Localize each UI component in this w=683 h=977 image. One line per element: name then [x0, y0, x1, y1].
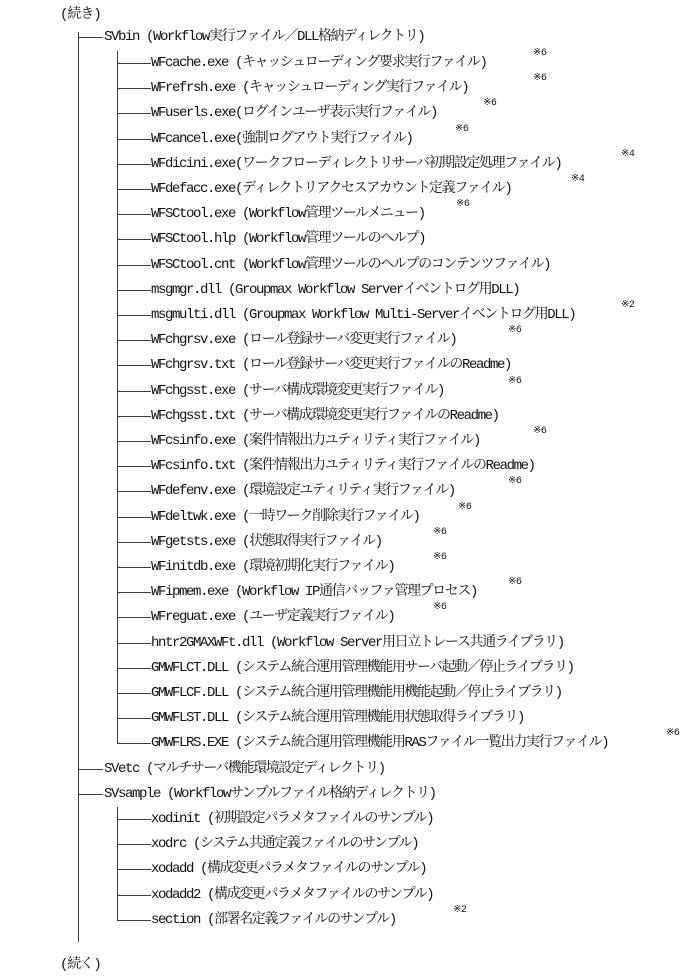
connector-line [117, 491, 151, 492]
directory-label: SVbin (Workflow実行ファイル／DLL格納ディレクトリ) [104, 29, 425, 45]
connector-line [117, 895, 151, 896]
connector-line [117, 542, 151, 543]
file-label: WFchgsst.exe (サーバ構成環境変更実行ファイル) [151, 382, 445, 399]
connector-line [117, 214, 151, 215]
file-label: WFdefacc.exe(ディレクトリアクセスアカウント定義ファイル) [151, 181, 512, 197]
file-label: WFrefrsh.exe (キャッシュローディング実行ファイル) [151, 80, 469, 97]
file-label: xodinit (初期設定パラメタファイルのサンプル) [151, 811, 434, 827]
connector-line [78, 794, 103, 795]
footnote-mark: ※6 [483, 98, 497, 110]
connector-line [117, 844, 151, 845]
directory-label: SVsample (Workflowサンプルファイル格納ディレクトリ) [104, 785, 436, 802]
file-label: WFreguat.exe (ユーザ定義実行ファイル) [151, 609, 395, 626]
continued-from-label: (続き) [60, 7, 101, 23]
connector-line [117, 643, 151, 644]
file-label: WFgetsts.exe (状態取得実行ファイル) [151, 533, 382, 550]
connector-line [117, 164, 151, 165]
file-label: WFchgsst.txt (サーバ構成環境変更実行ファイルのReadme) [151, 407, 499, 424]
connector-line [117, 265, 151, 266]
continued-to-label: (続く) [60, 957, 101, 973]
connector-line [117, 567, 151, 568]
file-label: WFSCtool.hlp (Workflow管理ツールのヘルプ) [151, 231, 426, 248]
file-label: WFipmem.exe (Workflow IP通信バッファ管理プロセス) [151, 584, 477, 601]
file-label: WFcsinfo.exe (案件情報出力ユティリティ実行ファイル) [151, 433, 481, 449]
connector-line [117, 869, 151, 870]
footnote-mark: ※6 [433, 552, 447, 563]
footnote-mark: ※6 [508, 325, 522, 337]
svbin-branch-line [117, 51, 118, 744]
connector-line [117, 819, 151, 820]
file-label: WFcancel.exe(強制ログアウト実行ファイル) [151, 130, 413, 147]
footnote-mark: ※2 [621, 300, 635, 311]
connector-line [117, 315, 151, 316]
connector-line [117, 365, 151, 366]
footnote-mark: ※2 [453, 904, 467, 916]
connector-line [117, 290, 151, 291]
connector-line [78, 769, 103, 770]
connector-line [117, 88, 151, 89]
footnote-mark: ※6 [666, 728, 680, 740]
connector-line [117, 920, 151, 921]
svsample-branch-line [117, 807, 118, 920]
connector-line [117, 743, 151, 744]
connector-line [117, 416, 151, 417]
file-label: GMWFLCT.DLL (システム統合運用管理機能用サーバ起動／停止ライブラリ) [151, 659, 574, 676]
footnote-mark: ※6 [458, 501, 472, 513]
file-label: GMWFLCF.DLL (システム統合運用管理機能用機能起動／停止ライブラリ) [151, 685, 562, 701]
file-label: msgmgr.dll (Groupmax Workflow Serverイベントログ用DLL) [151, 281, 520, 298]
file-label: WFuserls.exe(ログインユーザ表示実行ファイル) [151, 105, 438, 122]
connector-line [117, 668, 151, 669]
file-label: section (部署名定義ファイルのサンプル) [151, 911, 396, 928]
connector-line [117, 441, 151, 442]
file-label: WFcache.exe (キャッシュローディング要求実行ファイル) [151, 55, 487, 71]
file-label: WFcsinfo.txt (案件情報出力ユティリティ実行ファイルのReadme) [151, 458, 535, 475]
connector-line [78, 37, 103, 38]
footnote-mark: ※6 [433, 526, 447, 538]
connector-line [117, 617, 151, 618]
connector-line [117, 139, 151, 140]
directory-label: SVetc (マルチサーバ機能環境設定ディレクトリ) [104, 760, 385, 777]
file-label: WFdicini.exe(ワークフローディレクトリサーバ初期設定処理ファイル) [151, 155, 562, 172]
footnote-mark: ※6 [508, 476, 522, 488]
footnote-mark: ※6 [533, 73, 547, 85]
file-label: WFdefenv.exe (環境設定ユティリティ実行ファイル) [151, 483, 455, 500]
file-label: WFinitdb.exe (環境初期化実行ファイル) [151, 559, 395, 575]
file-label: WFdeltwk.exe (一時ワーク削除実行ファイル) [151, 508, 420, 525]
footnote-mark: ※4 [621, 148, 635, 160]
file-label: GMWFLST.DLL (システム統合運用管理機能用状態取得ライブラリ) [151, 710, 524, 727]
file-label: xodadd (構成変更パラメタファイルのサンプル) [151, 861, 427, 878]
connector-line [117, 391, 151, 392]
file-label: hntr2GMAXWFt.dll (Workflow Server用日立トレース共通ライブラリ) [151, 634, 564, 651]
footnote-mark: ※4 [571, 174, 585, 185]
tree-trunk-line [78, 32, 79, 942]
footnote-mark: ※6 [433, 602, 447, 614]
footnote-mark: ※6 [508, 375, 522, 387]
footnote-mark: ※6 [508, 577, 522, 589]
connector-line [117, 189, 151, 190]
connector-line [117, 113, 151, 114]
footnote-mark: ※6 [533, 48, 547, 59]
connector-line [117, 592, 151, 593]
connector-line [117, 466, 151, 467]
footnote-mark: ※6 [533, 426, 547, 437]
file-label: WFSCtool.cnt (Workflow管理ツールのヘルプのコンテンツファイル) [151, 256, 551, 273]
file-label: WFchgrsv.exe (ロール登録サーバ変更実行ファイル) [151, 332, 457, 349]
connector-line [117, 718, 151, 719]
file-label: WFchgrsv.txt (ロール登録サーバ変更実行ファイルのReadme) [151, 357, 511, 374]
footnote-mark: ※6 [455, 123, 469, 135]
file-label: msgmulti.dll (Groupmax Workflow Multi-Serverイベントログ用DLL) [151, 307, 576, 323]
footnote-mark: ※6 [456, 199, 470, 211]
file-label: xodrc (システム共通定義ファイルのサンプル) [151, 836, 419, 853]
connector-line [117, 340, 151, 341]
file-label: xodadd2 (構成変更パラメタファイルのサンプル) [151, 886, 434, 903]
file-label: WFSCtool.exe (Workflow管理ツールメニュー) [151, 206, 425, 223]
connector-line [117, 517, 151, 518]
connector-line [117, 63, 151, 64]
file-label: GMWFLRS.EXE (システム統合運用管理機能用RASファイル一覧出力実行ファイル) [151, 735, 609, 752]
connector-line [117, 693, 151, 694]
connector-line [117, 239, 151, 240]
